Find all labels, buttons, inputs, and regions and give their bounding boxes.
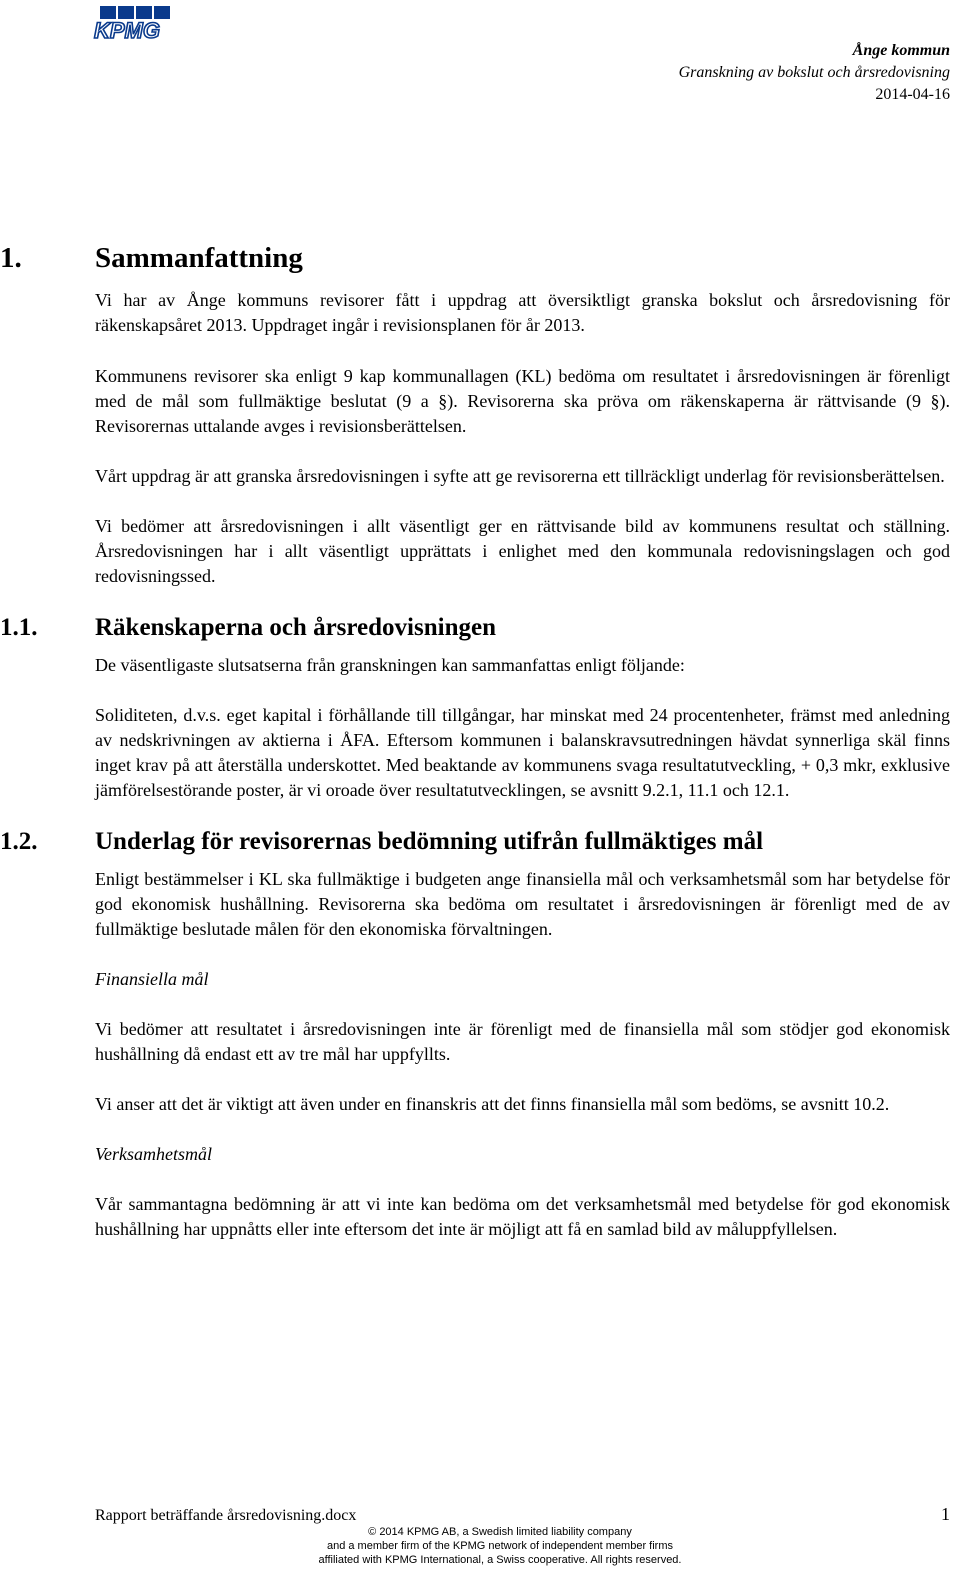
section-number: 1.1. (0, 614, 38, 641)
paragraph: Vår sammantagna bedömning är att vi inte kan bedöma om det verksamhetsmål med betydelse för god ekonomisk hushållning har uppnåtts eller inte eftersom det inte är möjligt att få en samlad bild av måluppfyllelsen. (95, 1194, 950, 1239)
subheading-financial-goals: Finansiella mål (95, 969, 209, 989)
paragraph: Vi har av Ånge kommuns revisorer fått i uppdrag att översiktligt granska bokslut och årsredovisning för räkenskapsåret 2013. Uppdraget ingår i revisionsplanen för år 2013. (95, 290, 950, 335)
document-body (0, 238, 950, 1242)
section-title: Räkenskaperna och årsredovisningen (95, 614, 496, 641)
section-number: 1.2. (0, 828, 38, 855)
document-header (679, 40, 950, 106)
copyright-line: affiliated with KPMG International, a Swiss cooperative. All rights reserved. (318, 1554, 682, 1566)
copyright-notice (0, 1525, 960, 1567)
paragraph: De väsentligaste slutsatserna från granskningen kan sammanfattas enligt följande: (95, 655, 685, 675)
paragraph: Enligt bestämmelser i KL ska fullmäktige i budgeten ange finansiella mål och verksamhetsmål som har betydelse för god ekonomisk hushållning. Revisorerna ska bedöma om resultatet i årsredovisningen är förenligt med de av fullmäktige beslutade målen för den ekonomiska förvaltningen. (95, 869, 950, 939)
section-title: Underlag för revisorernas bedömning utifrån fullmäktiges mål (95, 828, 764, 855)
paragraph: Vi bedömer att resultatet i årsredovisningen inte är förenligt med de finansiella mål som stödjer god ekonomisk hushållning då endast ett av tre mål har uppfyllts. (95, 1019, 950, 1064)
copyright-line: and a member firm of the KPMG network of independent member firms (326, 1540, 674, 1552)
copyright-line: © 2014 KPMG AB, a Swedish limited liability company (368, 1526, 632, 1538)
report-date: 2014-04-16 (875, 86, 950, 103)
paragraph: Vårt uppdrag är att granska årsredovisningen i syfte att ge revisorerna ett tillräckligt underlag för revisionsberättelsen. (95, 466, 945, 486)
paragraph: Kommunens revisorer ska enligt 9 kap kommunallagen (KL) bedöma om resultatet i årsredovisningen är förenligt med de mål som fullmäktige beslutat (9 a §). Revisorerna ska pröva om räkenskaperna är rättvisande (9 §). Revisorernas uttalande avges i revisionsberättelsen. (95, 366, 950, 436)
client-name: Ånge kommun (852, 42, 950, 59)
section-heading-1-2 (0, 824, 950, 860)
kpmg-logo (92, 4, 182, 42)
subheading-operational-goals: Verksamhetsmål (95, 1144, 212, 1164)
paragraph: Vi anser att det är viktigt att även under en finanskris att det finns finansiella mål som bedöms, se avsnitt 10.2. (95, 1094, 890, 1114)
section-heading-1-1 (0, 610, 950, 646)
section-heading-1 (0, 238, 950, 278)
paragraph: Vi bedömer att årsredovisningen i allt väsentligt ger en rättvisande bild av kommunens resultat och ställning. Årsredovisningen har i allt väsentligt upprättats i enlighet med den kommunala redovisningslagen och god redovisningssed. (95, 516, 950, 586)
logo-text: KPMG (94, 18, 160, 42)
footer-filename: Rapport beträffande årsredovisning.docx (95, 1507, 357, 1524)
section-title: Sammanfattning (95, 242, 303, 274)
section-number: 1. (0, 242, 22, 274)
page-number: 1 (941, 1504, 950, 1524)
report-title: Granskning av bokslut och årsredovisning (678, 64, 950, 81)
paragraph: Soliditeten, d.v.s. eget kapital i förhållande till tillgångar, har minskat med 24 procentenheter, främst med anledning av nedskrivningen av aktierna i ÅFA. Eftersom kommunen i balanskravsutredningen hävdat synnerliga skäl finns inget krav på att återställa underskottet. Med beaktande av kommunens svaga resultatutveckling, + 0,3 mkr, exklusive jämförelsestörande poster, är vi oroade över resultatutvecklingen, se avsnitt 9.2.1, 11.1 och 12.1. (95, 705, 950, 800)
